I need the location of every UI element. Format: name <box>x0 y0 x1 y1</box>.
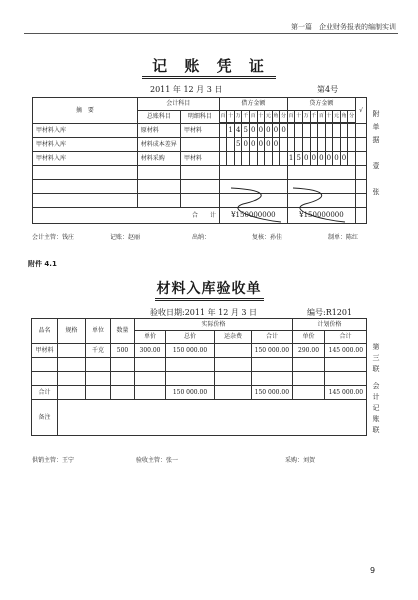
entry-general-account: 材料采购 <box>137 152 180 166</box>
col-name: 品名 <box>32 319 58 344</box>
page-header: 第一篇 企业财务报表的编制实训 <box>291 23 396 31</box>
credit-digit <box>333 138 341 152</box>
digit-header: 万 <box>234 111 242 123</box>
debit-digit <box>265 152 273 166</box>
digit-header: 百 <box>250 111 258 123</box>
debit-digit: 1 <box>227 124 235 138</box>
debit-digit: 5 <box>242 124 250 138</box>
digit-header: 元 <box>265 111 273 123</box>
credit-digit: 0 <box>325 152 333 166</box>
credit-digit <box>302 138 310 152</box>
credit-digit <box>340 138 348 152</box>
entry-summary: 甲材料入库 <box>33 124 138 138</box>
debit-digit: 0 <box>272 138 280 152</box>
check-cell <box>355 124 366 138</box>
entry-detail-account: 甲材料 <box>180 124 219 138</box>
col-plan-total: 合计 <box>325 331 367 344</box>
table-row <box>33 124 367 138</box>
page-number: 9 <box>370 566 376 575</box>
table-row <box>33 138 367 152</box>
col-general-account: 总账科目 <box>137 111 180 124</box>
debit-digit <box>272 152 280 166</box>
digit-header: 百 <box>219 111 227 123</box>
credit-digit <box>348 152 356 166</box>
credit-digit: 1 <box>287 152 295 166</box>
debit-digit <box>280 152 288 166</box>
debit-digit <box>280 138 288 152</box>
col-freight: 运杂费 <box>215 331 252 344</box>
remark-row <box>32 400 367 436</box>
credit-digit <box>287 124 295 138</box>
digit-header: 角 <box>340 111 348 123</box>
debit-digit: 0 <box>242 138 250 152</box>
voucher-title: 记 账 凭 证 <box>0 55 418 76</box>
total-label: 合 计 <box>33 208 220 224</box>
entry-summary: 甲材料入库 <box>33 138 138 152</box>
remark-label: 备注 <box>32 400 58 436</box>
debit-digit: 0 <box>250 124 258 138</box>
sign-cashier: 出纳： <box>192 234 211 241</box>
col-detail-account: 明细科目 <box>180 111 219 124</box>
digit-header: 角 <box>272 111 280 123</box>
credit-digit <box>325 124 333 138</box>
col-actual-price: 实际价格 <box>135 319 293 331</box>
credit-digit <box>318 138 326 152</box>
sign-reviewer: 复核：孙佳 <box>252 234 283 241</box>
debit-digit: 5 <box>234 138 242 152</box>
table-row <box>32 358 367 372</box>
entry-general-account: 材料成本差异 <box>137 138 180 152</box>
credit-digit <box>295 124 303 138</box>
digit-header: 十 <box>227 111 235 123</box>
receipt-date: 验收日期:2011 年 12 月 3 日 <box>150 308 258 317</box>
receipt-number: 编号:R1201 <box>307 308 353 317</box>
sign-supply: 供销主管：王宁 <box>32 457 75 464</box>
debit-digit <box>250 152 258 166</box>
entry-summary: 甲材料入库 <box>33 152 138 166</box>
check-cell <box>355 138 366 152</box>
debit-digit <box>257 152 265 166</box>
debit-digit <box>234 152 242 166</box>
receipt-title: 材料入库验收单 <box>0 278 418 298</box>
receipt-table <box>31 318 367 436</box>
credit-digit: 0 <box>318 152 326 166</box>
digit-header: 十 <box>257 111 265 123</box>
col-credit: 贷方金额 <box>287 98 355 111</box>
sign-supervisor: 会计主管：钱庄 <box>32 234 75 241</box>
debit-digit: 0 <box>272 124 280 138</box>
sign-bookkeeper: 记账：赵丽 <box>110 234 141 241</box>
digit-header: 分 <box>348 111 356 123</box>
debit-digit <box>242 152 250 166</box>
total-credit: ¥150000000 <box>287 208 355 224</box>
credit-digit: 0 <box>340 152 348 166</box>
digit-header: 百 <box>318 111 326 123</box>
credit-digit <box>310 124 318 138</box>
table-row <box>33 166 367 180</box>
sign-inspect: 验收主管：张一 <box>136 457 179 464</box>
voucher-number: 第4号 <box>317 85 339 94</box>
credit-digit: 0 <box>302 152 310 166</box>
voucher-side-note: 附 单 据 壹 张 <box>372 110 380 196</box>
total-row: 合计 150 000.00 150 000.00 145 000.00 <box>32 386 367 400</box>
sign-maker: 制单：陈红 <box>328 234 359 241</box>
col-summary: 摘 要 <box>33 98 138 124</box>
digit-header: 十 <box>295 111 303 123</box>
receipt-side-note-copy: 第 三 联 <box>372 343 380 373</box>
debit-digit: 0 <box>257 138 265 152</box>
col-spec: 规格 <box>58 319 86 344</box>
debit-digit <box>219 152 227 166</box>
col-price: 单价 <box>135 331 166 344</box>
col-plan-unit-price: 单价 <box>293 331 325 344</box>
debit-digit: 0 <box>280 124 288 138</box>
col-unit: 单位 <box>86 319 111 344</box>
credit-digit <box>340 124 348 138</box>
credit-digit <box>318 124 326 138</box>
credit-digit <box>348 138 356 152</box>
sign-purchase: 采购：刘贺 <box>285 457 316 464</box>
col-total: 合计 <box>252 331 293 344</box>
debit-digit <box>219 124 227 138</box>
entry-detail-account: 甲材料 <box>180 152 219 166</box>
attachment-label: 附件 4.1 <box>28 260 57 268</box>
voucher-date: 2011 年 12 月 3 日 <box>150 85 223 94</box>
col-account: 会计科目 <box>137 98 219 111</box>
total-debit: ¥150000000 <box>219 208 287 224</box>
col-plan-price: 计划价格 <box>293 319 367 331</box>
debit-digit <box>227 138 235 152</box>
digit-header: 元 <box>333 111 341 123</box>
debit-digit: 4 <box>234 124 242 138</box>
table-row <box>32 372 367 386</box>
debit-digit: 0 <box>250 138 258 152</box>
credit-digit <box>287 138 295 152</box>
credit-digit <box>302 124 310 138</box>
credit-digit <box>348 124 356 138</box>
digit-header: 分 <box>280 111 288 123</box>
credit-digit: 0 <box>333 152 341 166</box>
credit-digit <box>295 138 303 152</box>
debit-digit: 0 <box>257 124 265 138</box>
col-debit: 借方金额 <box>219 98 287 111</box>
credit-digit <box>333 124 341 138</box>
credit-digit <box>310 138 318 152</box>
entry-general-account: 原材料 <box>137 124 180 138</box>
entry-detail-account <box>180 138 219 152</box>
digit-header: 十 <box>325 111 333 123</box>
debit-digit: 0 <box>265 138 273 152</box>
debit-digit <box>219 138 227 152</box>
digit-header: 百 <box>287 111 295 123</box>
header-divider <box>24 33 398 34</box>
credit-digit: 0 <box>310 152 318 166</box>
credit-digit: 5 <box>295 152 303 166</box>
digit-header: 千 <box>310 111 318 123</box>
table-row: 甲材料 千克 500 300.00 150 000.00 150 000.00 290.00 145 000.00 <box>32 344 367 358</box>
credit-digit <box>325 138 333 152</box>
check-mark: √ <box>355 98 366 124</box>
debit-digit <box>227 152 235 166</box>
check-cell <box>355 152 366 166</box>
digit-header: 万 <box>302 111 310 123</box>
digit-header: 千 <box>242 111 250 123</box>
table-row <box>33 152 367 166</box>
receipt-side-note-accounting: 会 计 记 账 联 <box>372 382 380 434</box>
col-cost: 总价 <box>166 331 215 344</box>
debit-digit: 0 <box>265 124 273 138</box>
cancel-squiggle <box>229 186 359 228</box>
col-qty: 数量 <box>111 319 135 344</box>
